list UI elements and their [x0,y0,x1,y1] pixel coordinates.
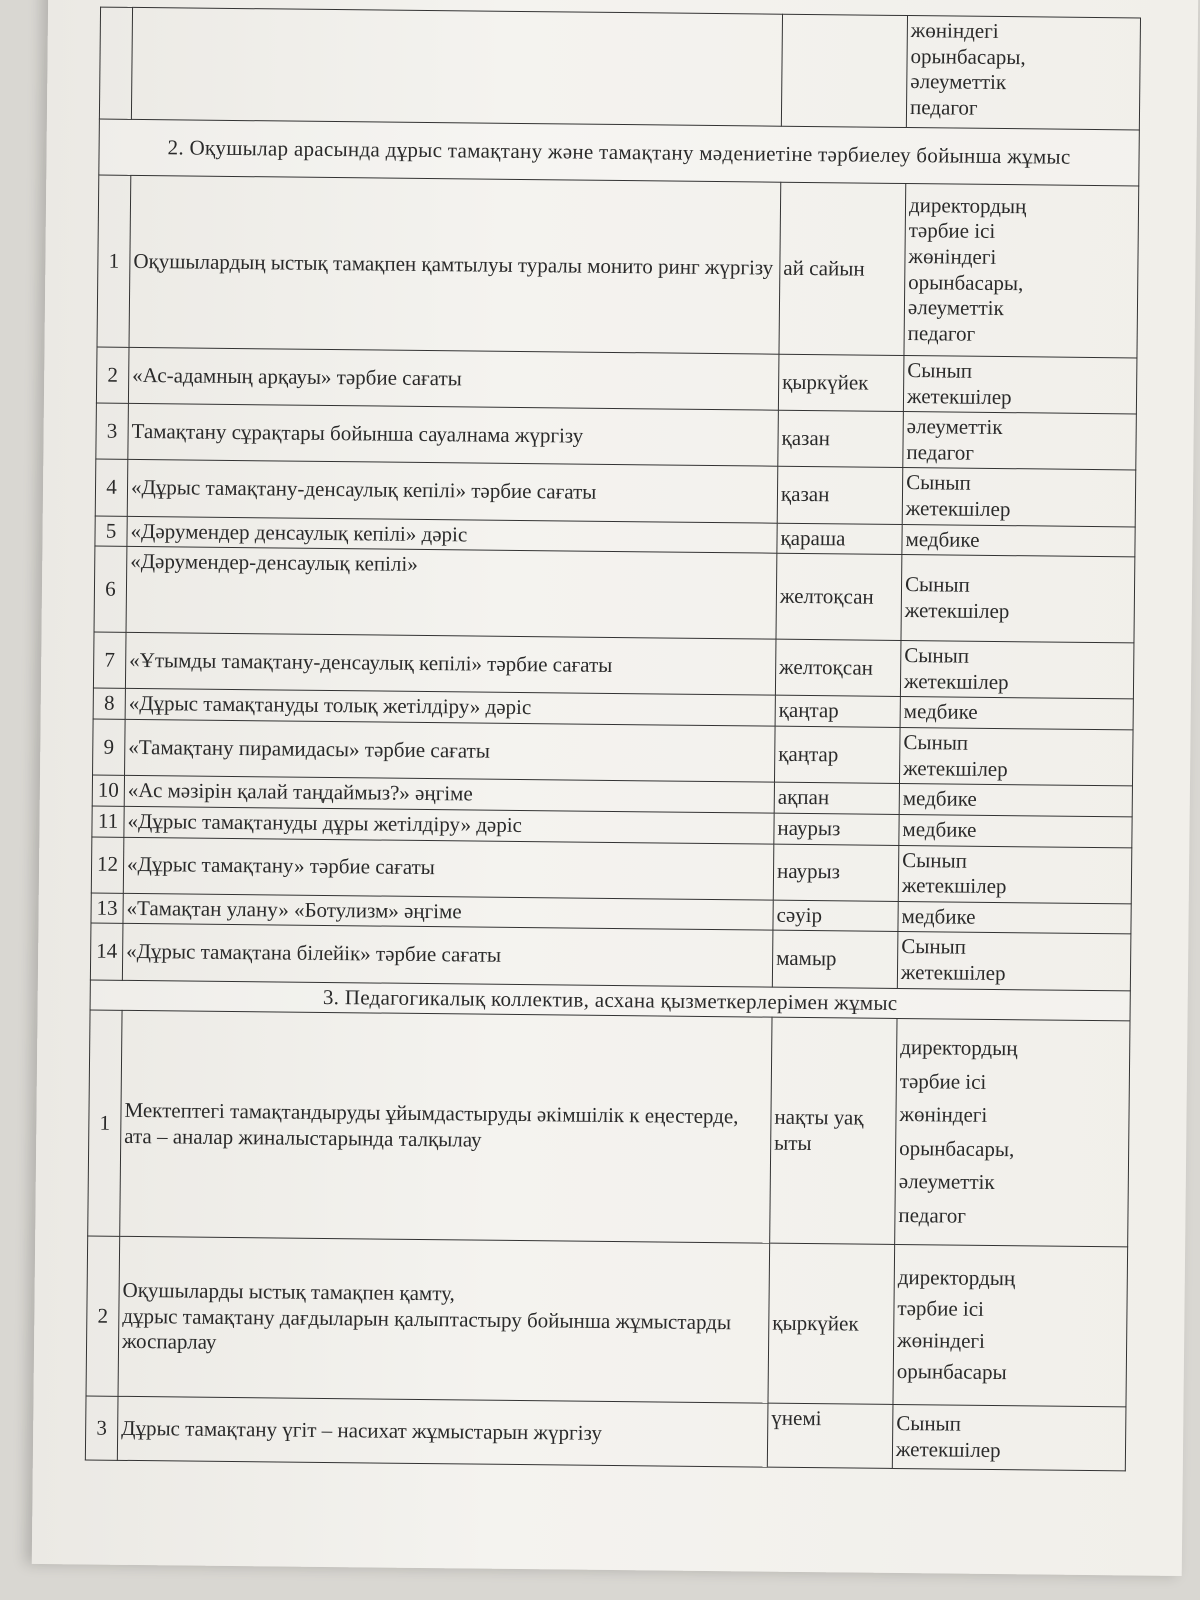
row-number: 9 [93,719,126,776]
responsible-cell: Сынып жетекшілер [898,845,1132,904]
event-cell: «Дәрумендер денсаулық кепілі» дәріс [127,516,777,553]
event-cell: Оқушылардың ыстық тамақпен қамтылуы туралы монито ринг жүргізу [129,175,781,354]
term-cell: қаңтар [774,726,900,784]
plan-table [85,7,1141,1472]
section-title: 2. Оқушылар арасында дұрыс тамақтану және тамақтану мәдениетіне тәрбиелеу бойынша жұмыс [99,119,1140,186]
term-cell [781,14,907,127]
responsible-cell: Сынып жетекшілер [892,1405,1126,1471]
responsible-cell: медбике [899,814,1132,847]
event-cell: «Тамақтану пирамидасы» тәрбие сағаты [125,719,776,782]
event-cell: «Дұрыс тамақтана білейік» тәрбие сағаты [122,924,773,987]
row-number: 3 [96,403,129,460]
row-number: 8 [93,689,125,720]
term-cell: қазан [778,410,904,468]
term-cell: ай сайын [779,182,906,355]
event-cell: «Тамақтан улану» «Ботулизм» әңгіме [123,893,773,930]
row-number: 12 [91,837,124,894]
term-cell: сәуір [773,900,898,932]
responsible-cell: медбике [902,524,1135,557]
section-title: 3. Педагогикалық коллектив, асхана қызметкерлерімен жұмыс [90,980,1130,1021]
row-number: 10 [92,775,124,806]
event-cell: Оқушыларды ыстық тамақпен қамту, дұрыс тамақтану дағдыларын қалыптастыру бойынша жұмыстарды жоспарлау [118,1237,770,1404]
term-cell: қараша [777,523,902,555]
row-number: 7 [93,632,126,689]
row-number: 6 [94,546,127,632]
row-number: 3 [85,1396,118,1460]
event-cell: «Ұтымды тамақтану-денсаулық кепілі» тәрбие сағаты [125,633,776,696]
row-number: 1 [97,175,131,347]
term-cell: мамыр [772,931,898,989]
table-row [94,546,1135,643]
table-row [86,1236,1128,1407]
term-cell: наурыз [774,813,899,845]
event-cell: Дұрыс тамақтану үгіт – насихат жұмыстарын жүргізу [117,1397,768,1468]
row-number: 2 [96,347,129,404]
term-cell: нақты уақ ыты [770,1017,897,1244]
responsible-cell: Сынып жетекшілер [899,728,1133,787]
row-number: 13 [91,893,123,924]
event-cell: «Дұрыс тамақтану» тәрбие сағаты [123,837,774,900]
term-cell: үнемі [767,1403,893,1468]
responsible-cell: директордың тәрбие ісі жөніндегі орынбасары [893,1245,1128,1407]
term-cell: ақпан [774,782,899,814]
row-number: 2 [86,1236,120,1396]
responsible-cell: директордың тәрбие ісі жөніндегі орынбасары, әлеуметтік педагог [895,1019,1130,1247]
responsible-cell: Сынып жетекшілер [900,641,1134,700]
table-row [88,1010,1130,1247]
term-cell: наурыз [773,844,899,902]
table-row [85,1396,1126,1471]
term-cell: қыркүйек [768,1243,895,1404]
row-number: 5 [95,516,127,547]
row-number [99,7,132,119]
event-cell: «Дәрумендер-денсаулық кепілі» [126,547,777,640]
event-cell: Мектептегі тамақтандыруды ұйымдастыруды әкімшілік к еңестерде, ата – аналар жиналыстарында талқылау [120,1011,772,1244]
responsible-cell: медбике [898,901,1131,934]
event-cell: «Дұрыс тамақтануды толық жетілдіру» дәріс [125,689,775,726]
event-cell: «Дұрыс тамақтану-денсаулық кепілі» тәрбие сағаты [127,460,778,523]
event-cell: Тамақтану сұрақтары бойынша сауалнама жүргізу [128,404,779,467]
table-row [97,175,1139,358]
responsible-cell: жөніндегі орынбасары, әлеуметтік педагог [906,16,1140,130]
responsible-cell: Сынып жетекшілер [903,356,1137,415]
term-cell: қазан [777,467,903,525]
document-page [32,0,1198,1576]
event-cell: «Ас мәзірін қалай таңдаймыз?» әңгіме [124,776,774,813]
responsible-cell: медбике [900,697,1133,730]
responsible-cell: медбике [899,784,1132,817]
term-cell: қаңтар [775,696,900,728]
term-cell: қыркүйек [778,354,904,412]
row-number: 4 [95,459,128,516]
table-row [99,7,1140,130]
responsible-cell: Сынып жетекшілер [897,932,1131,991]
event-cell [131,7,782,126]
term-cell: желтоқсан [775,639,901,697]
responsible-cell: директордың тәрбие ісі жөніндегі орынбасары, әлеуметтік педагог [904,184,1139,358]
row-number: 11 [92,806,124,837]
responsible-cell: Сынып жетекшілер [902,468,1136,527]
responsible-cell: Сынып жетекшілер [901,555,1135,643]
event-cell: «Дұрыс тамақтануды дұры жетілдіру» дәріс [124,806,774,843]
term-cell: желтоқсан [776,553,902,640]
row-number: 14 [90,923,123,980]
event-cell: «Ас-адамның арқауы» тәрбие сағаты [128,347,779,410]
responsible-cell: әлеуметтік педагог [903,412,1137,471]
row-number: 1 [88,1010,122,1236]
